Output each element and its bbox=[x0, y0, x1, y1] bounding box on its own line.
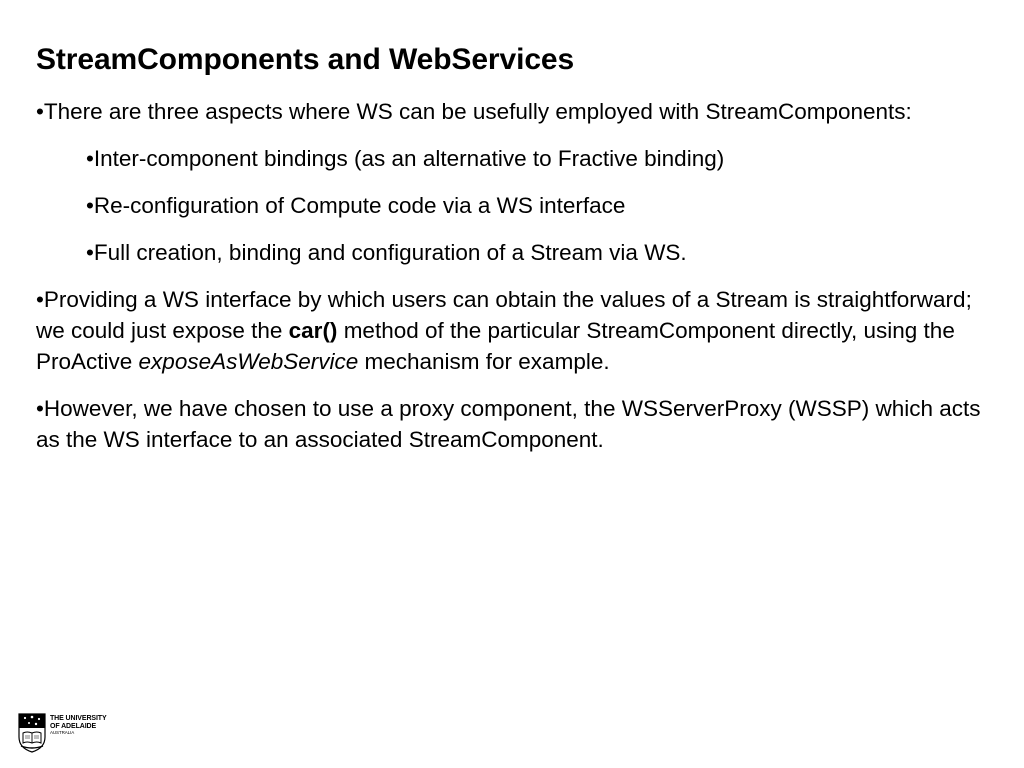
bullet-text-part: •Providing a WS interface by which users can obtain the values of a Stream is straightforward; we could just expose the bbox=[36, 287, 972, 343]
logo-line-university: THE UNIVERSITY bbox=[50, 715, 107, 722]
bullet-italic-expose-as-web-service: exposeAsWebService bbox=[138, 349, 359, 374]
slide-body bbox=[36, 96, 996, 471]
sub-bullet-inter-component-bindings: •Inter-component bindings (as an alternative to Fractive binding) bbox=[86, 146, 725, 171]
bullet-three-aspects: •There are three aspects where WS can be usefully employed with StreamComponents: bbox=[36, 99, 912, 124]
bullet-text-part: method of the particular StreamComponent directly, using the ProActive bbox=[36, 318, 955, 374]
sub-bullet-full-creation: •Full creation, binding and configuration of a Stream via WS. bbox=[86, 240, 687, 265]
university-logo-text bbox=[50, 715, 107, 736]
sub-bullet-reconfiguration: •Re-configuration of Compute code via a WS interface bbox=[86, 193, 626, 218]
university-crest-icon bbox=[18, 713, 46, 753]
logo-line-australia: AUSTRALIA bbox=[50, 730, 75, 735]
university-logo bbox=[18, 713, 118, 755]
bullet-providing-ws-interface bbox=[36, 284, 996, 377]
bullet-code-car: car() bbox=[288, 318, 338, 343]
bullet-text-part: mechanism for example. bbox=[358, 349, 610, 374]
bullet-proxy-component: •However, we have chosen to use a proxy component, the WSServerProxy (WSSP) which acts as the WS interface to an associated StreamComponent. bbox=[36, 396, 981, 452]
slide-title: StreamComponents and WebServices bbox=[36, 43, 575, 76]
logo-line-adelaide: OF ADELAIDE bbox=[50, 722, 97, 730]
